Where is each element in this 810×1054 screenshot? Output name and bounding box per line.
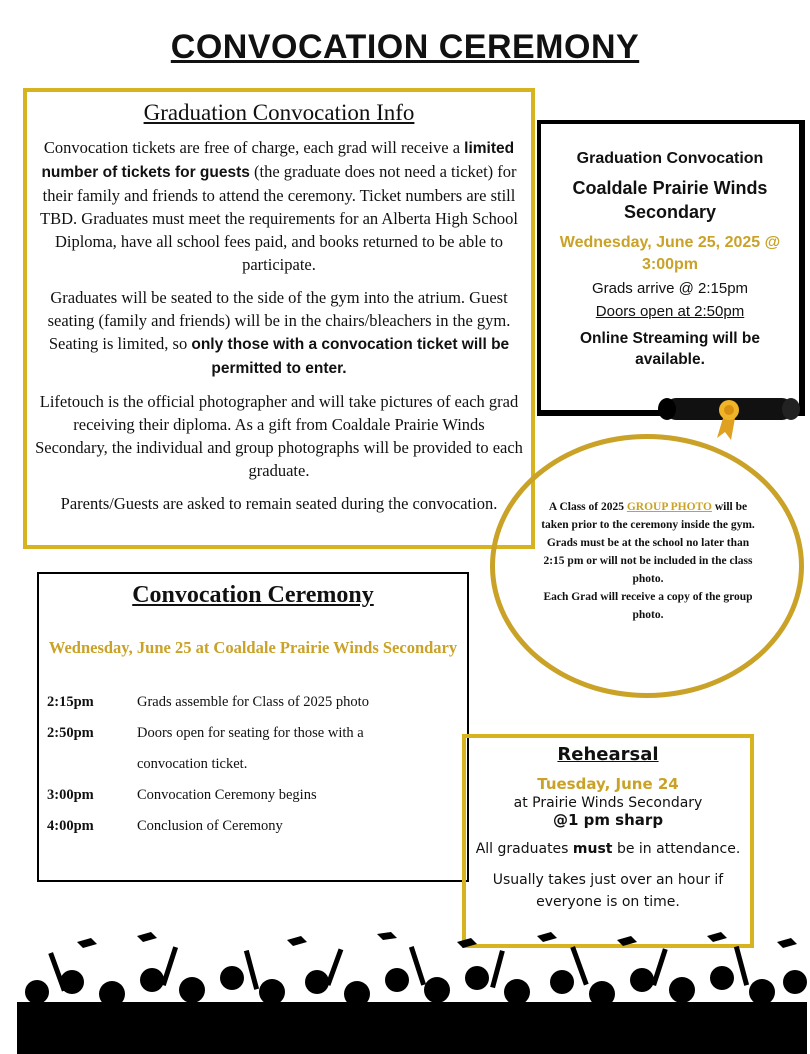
event-school: Coaldale Prairie Winds Secondary <box>572 178 768 222</box>
rehearsal-duration-note: Usually takes just over an hour if everyone is on time. <box>492 872 724 910</box>
info-paragraph-seating: Graduates will be seated to the side of the gym into the atrium. Guest seating (family and friends) will be in the chairs/bleachers in the gym. Seating is limited, so only those with a convocation ticket will be permitted to enter. <box>47 288 511 377</box>
info-paragraph-photographer: Lifetouch is the official photographer and will take pictures of each grad receiving their diploma. As a gift from Coaldale Prairie Winds Secondary, the individual and group photographs will be provided to each graduate. <box>35 392 523 480</box>
rehearsal-heading: Rehearsal <box>557 744 659 765</box>
rehearsal-attendance: All graduates must be in attendance. <box>475 841 741 857</box>
ceremony-section <box>37 572 469 882</box>
info-heading: Graduation Convocation Info <box>143 100 415 125</box>
schedule-row: 3:00pm Convocation Ceremony begins <box>47 787 317 803</box>
event-doors-time: Doors open at 2:50pm <box>595 303 745 320</box>
event-summary-box <box>537 120 805 416</box>
event-title: Graduation Convocation <box>576 150 764 167</box>
ceremony-heading: Convocation Ceremony <box>132 582 374 608</box>
schedule-row: 4:00pm Conclusion of Ceremony <box>47 818 283 834</box>
graduates-silhouette-image <box>17 932 807 1054</box>
info-paragraph-parents: Parents/Guests are asked to remain seated during the convocation. <box>60 494 498 513</box>
rehearsal-date: Tuesday, June 24 <box>537 775 679 793</box>
event-streaming-note: Online Streaming will be available. <box>579 330 760 368</box>
event-date: Wednesday, June 25, 2025 @ 3:00pm <box>559 234 781 273</box>
event-arrive-time: Grads arrive @ 2:15pm <box>591 280 749 297</box>
group-photo-notice: A Class of 2025 GROUP PHOTO will be taken prior to the ceremony inside the gym. Grads must be at the school no later than 2:15 pm or will not be included in the class photo. Each Grad will receive a copy of the group photo. <box>541 501 755 621</box>
rehearsal-time: @1 pm sharp <box>552 811 664 829</box>
rehearsal-section <box>462 734 754 948</box>
group-photo-link[interactable]: GROUP PHOTO <box>626 501 712 513</box>
rehearsal-location: at Prairie Winds Secondary <box>513 795 703 811</box>
schedule-row: 2:15pm Grads assemble for Class of 2025 photo <box>47 694 369 710</box>
page-title: CONVOCATION CEREMONY <box>170 28 640 66</box>
ceremony-subheading: Wednesday, June 25 at Coaldale Prairie Winds Secondary <box>48 638 458 657</box>
schedule-row: convocation ticket. <box>137 756 248 772</box>
info-section <box>23 88 535 549</box>
info-paragraph-tickets: Convocation tickets are free of charge, each grad will receive a limited number of tickets for guests (the graduate does not need a ticket) for their family and friends to attend the ceremony. Ticket numbers are still TBD. Graduates must meet the requirements for an Alberta High School Diploma, have all school fees paid, and books returned to be able to participate. <box>40 138 518 274</box>
schedule-row: 2:50pm Doors open for seating for those with a <box>47 725 364 741</box>
diploma-scroll-icon <box>655 390 803 442</box>
